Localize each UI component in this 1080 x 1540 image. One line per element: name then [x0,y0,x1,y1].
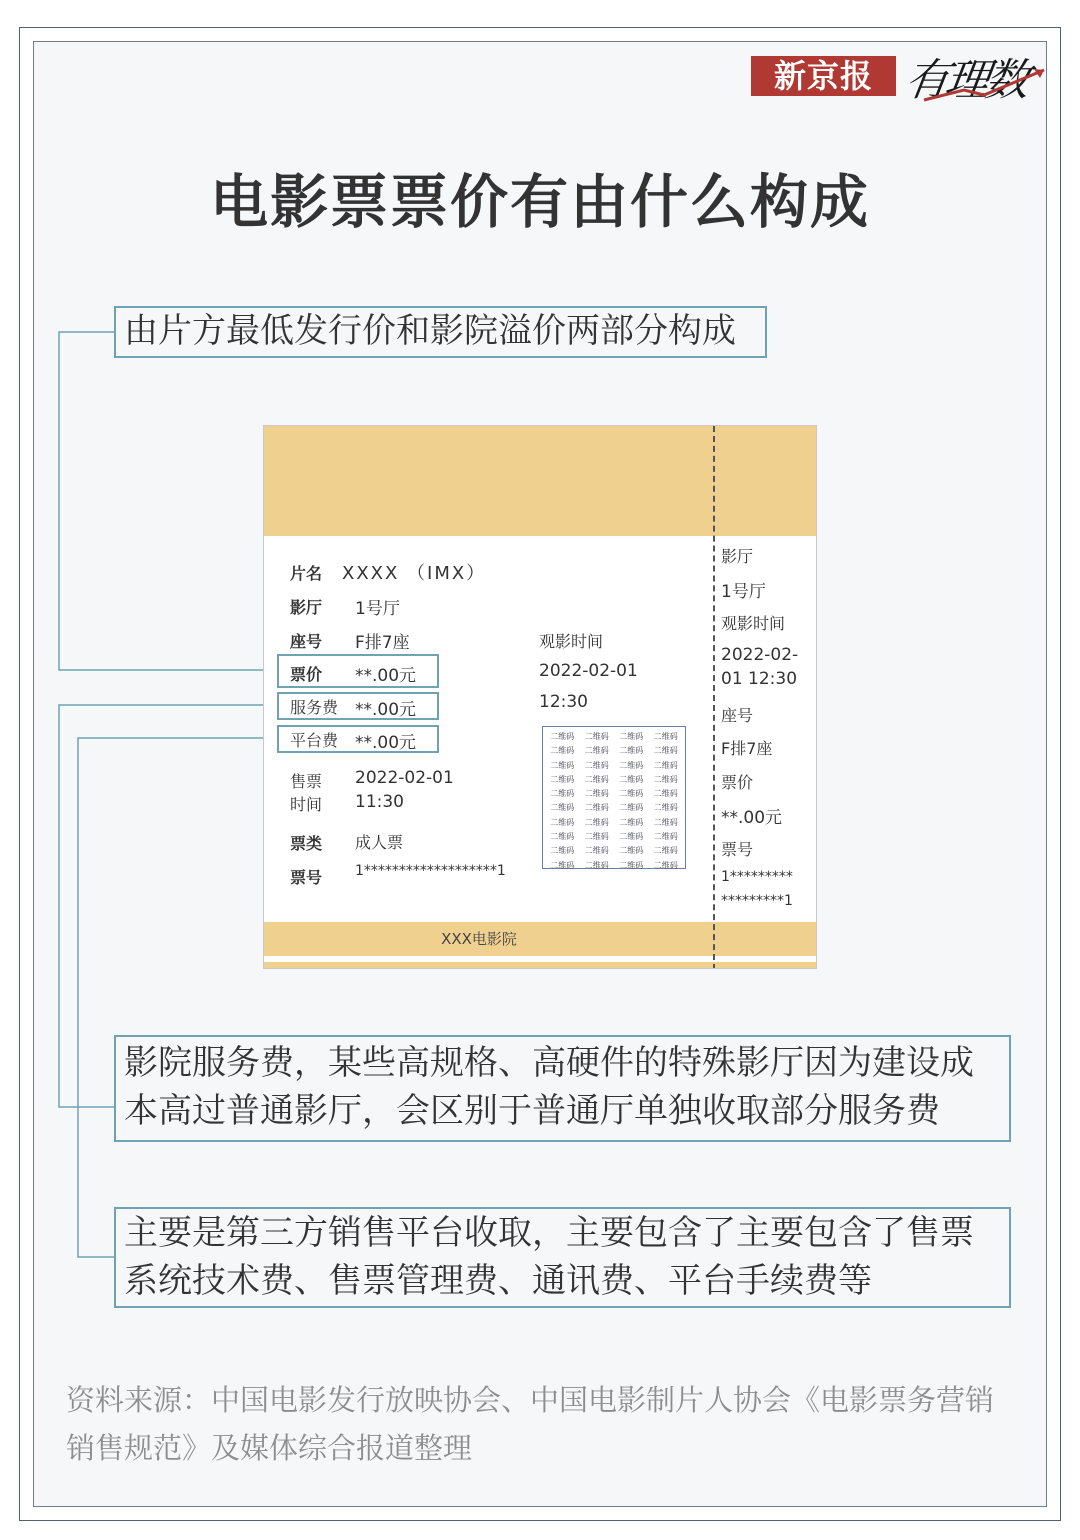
callout-min-price-text: 由片方最低发行价和影院溢价两部分构成 [124,311,736,351]
qr-cell: 二维码 [653,774,678,784]
view-time-label: 观影时间 [539,632,604,651]
qr-cell: 二维码 [584,789,609,799]
qr-cell: 二维码 [550,774,575,784]
qr-cell: 二维码 [619,817,644,827]
movie-ticket [263,425,817,969]
qr-cell: 二维码 [550,832,575,842]
qr-cell: 二维码 [619,760,644,770]
platform-value: **.00元 [355,733,417,753]
stub-view-label: 观影时间 [721,614,786,633]
type-value: 成人票 [355,833,404,852]
seat-value: F排7座 [355,633,410,653]
qr-cell: 二维码 [653,803,678,813]
ticket-perforation [713,426,715,969]
source-line1: 资料来源：中国电影发行放映协会、中国电影制片人协会《电影票务营销 [66,1383,995,1417]
price-value: **.00元 [355,666,417,686]
qr-cell: 二维码 [584,832,609,842]
qr-cell: 二维码 [584,803,609,813]
callout-platform-line1: 主要是第三方销售平台收取，主要包含了主要包含了售票 [124,1213,974,1253]
stub-view-line2: 01 12:30 [721,669,798,689]
trend-arrow-icon [901,40,1054,110]
qr-cell: 二维码 [653,732,678,741]
qr-cell: 二维码 [550,860,575,870]
callout-platform-fee [114,1207,1011,1308]
film-label: 片名 [290,564,323,583]
qr-cell: 二维码 [653,760,678,770]
source-note [66,1376,1036,1472]
service-label: 服务费 [290,698,339,717]
source-line2: 销售规范》及媒体综合报道整理 [66,1431,473,1465]
qr-cell: 二维码 [550,760,575,770]
qr-cell: 二维码 [584,817,609,827]
qr-cell: 二维码 [550,746,575,756]
qr-cell: 二维码 [619,860,644,870]
callout-service-line2: 本高过普通影厅，会区别于普通厅单独收取部分服务费 [124,1091,940,1131]
qr-cell: 二维码 [550,817,575,827]
sale-label-2: 时间 [290,795,323,814]
qr-cell: 二维码 [584,732,609,741]
qr-code [542,726,686,869]
ticket-top-band [264,426,816,536]
qr-cell: 二维码 [550,789,575,799]
cinema-name: XXX电影院 [441,930,517,948]
qr-cell: 二维码 [619,789,644,799]
qr-cell: 二维码 [619,846,644,856]
qr-cell: 二维码 [653,846,678,856]
platform-label: 平台费 [290,731,339,750]
stub-seat-value: F排7座 [721,739,773,758]
stub-no-label: 票号 [721,840,754,859]
qr-cell: 二维码 [584,746,609,756]
qr-cell: 二维码 [619,746,644,756]
ticket-no-label: 票号 [290,868,323,887]
callout-service-line1: 影院服务费，某些高规格、高硬件的特殊影厅因为建设成 [124,1043,974,1083]
qr-cell: 二维码 [550,803,575,813]
stub-no-line1: 1********* [721,869,793,885]
qr-cell: 二维码 [653,789,678,799]
qr-cell: 二维码 [619,732,644,741]
view-time: 12:30 [539,692,588,712]
sale-time: 11:30 [355,792,404,812]
view-date: 2022-02-01 [539,661,638,681]
ticket-bottom-stripe [264,962,816,968]
type-label: 票类 [290,834,323,853]
sale-date: 2022-02-01 [355,768,454,788]
qr-cell: 二维码 [619,774,644,784]
qr-cell: 二维码 [653,746,678,756]
stub-hall-value: 1号厅 [721,582,766,602]
qr-cell: 二维码 [584,846,609,856]
ticket-no-value: 1*******************1 [355,863,506,879]
qr-cell: 二维码 [584,860,609,870]
brand-script-logo: 有理数 [901,55,1029,106]
callout-min-price [114,306,767,358]
seat-label: 座号 [290,632,323,651]
brand-logo: 新京报 [751,56,896,96]
sale-label-1: 售票 [290,772,323,791]
price-label: 票价 [290,665,323,684]
qr-cell: 二维码 [619,832,644,842]
film-value: XXXX （IMX） [342,563,487,584]
page-title: 电影票票价有由什么构成 [209,168,870,236]
qr-cell: 二维码 [619,803,644,813]
stub-view-line1: 2022-02- [721,645,799,665]
stub-no-line2: *********1 [721,893,793,909]
qr-cell: 二维码 [653,832,678,842]
callout-service-fee [114,1035,1011,1142]
qr-cell: 二维码 [550,846,575,856]
stub-price-value: **.00元 [721,808,783,828]
qr-cell: 二维码 [653,860,678,870]
qr-cell: 二维码 [653,817,678,827]
hall-label: 影厅 [290,598,323,617]
qr-cell: 二维码 [550,732,575,741]
callout-platform-line2: 系统技术费、售票管理费、通讯费、平台手续费等 [124,1261,872,1301]
stub-price-label: 票价 [721,773,754,792]
stub-hall-label: 影厅 [721,547,754,566]
stub-seat-label: 座号 [721,706,754,725]
qr-cell: 二维码 [584,774,609,784]
hall-value: 1号厅 [355,599,400,619]
qr-cell: 二维码 [584,760,609,770]
service-value: **.00元 [355,700,417,720]
